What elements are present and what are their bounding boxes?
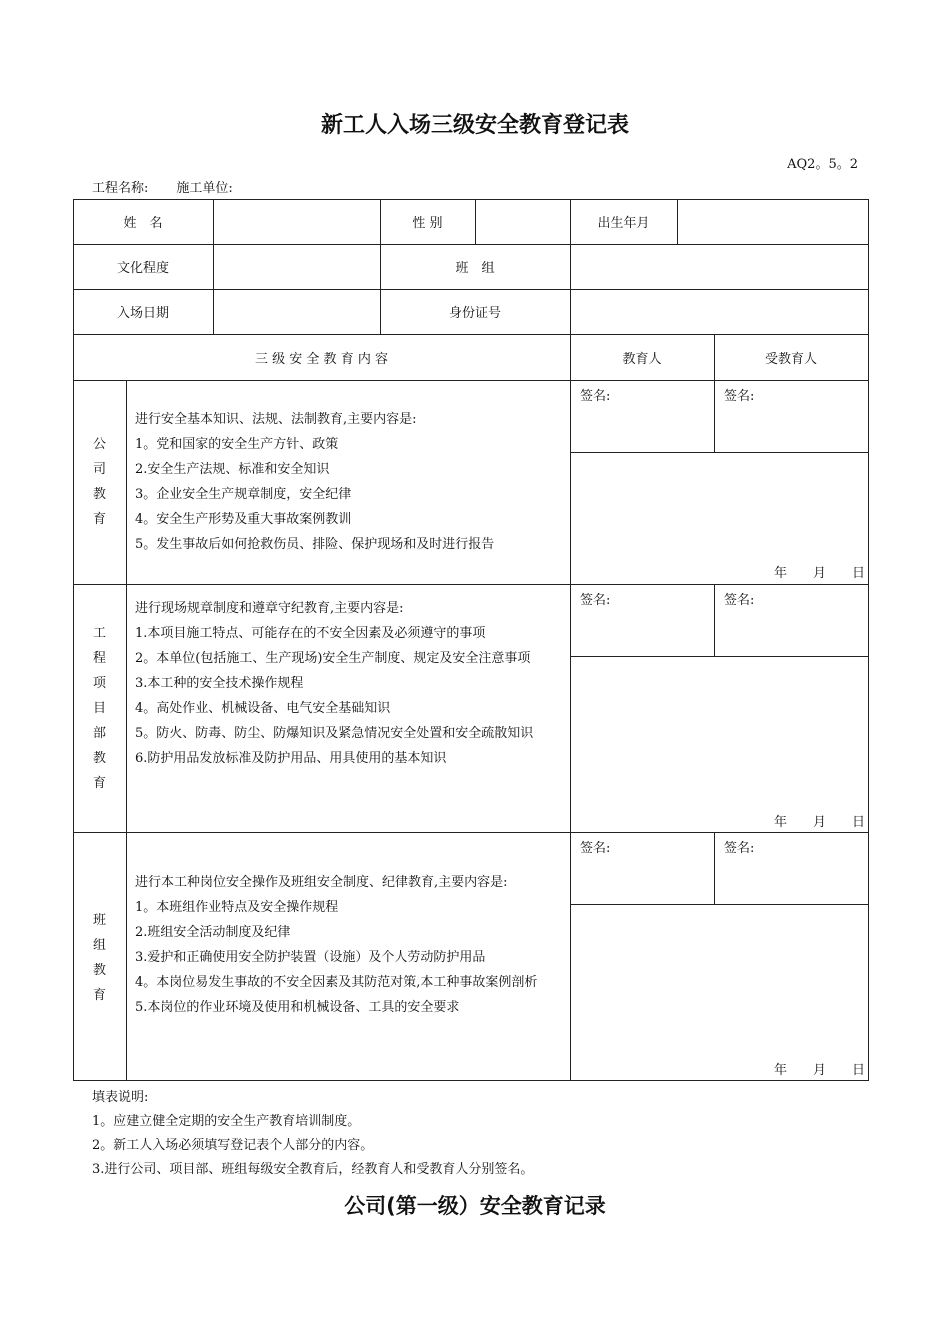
note-item: 1。应建立健全定期的安全生产教育培训制度。 [92,1114,361,1129]
educator-sign-label: 签名: [580,389,611,404]
notes-heading: 填表说明: [92,1090,149,1105]
content-line: 进行现场规章制度和遵章守纪教育,主要内容是: [135,601,404,616]
form-code: AQ2。5。2 [787,157,858,172]
trainee-sign-label: 签名: [724,389,755,404]
level-project-name: 工 程 项 目 部 教 育 [92,626,106,791]
content-line: 进行本工种岗位安全操作及班组安全制度、纪律教育,主要内容是: [135,875,508,890]
content-line: 进行安全基本知识、法规、法制教育,主要内容是: [135,412,417,427]
date-label: 年 月 日 [774,566,866,581]
content-line: 2.安全生产法规、标准和安全知识 [135,462,330,477]
note-item: 2。新工人入场必须填写登记表个人部分的内容。 [92,1138,374,1153]
date-label: 年 月 日 [774,815,866,830]
content-line: 5.本岗位的作业环境及使用和机械设备、工具的安全要求 [135,1000,460,1015]
gender-label: 性 别 [412,216,443,231]
unit-label: 施工单位: [176,181,233,196]
trainee-header: 受教育人 [764,351,817,367]
content-line: 1。本班组作业特点及安全操作规程 [135,900,339,915]
next-section-title: 公司(第一级）安全教育记录 [344,1194,606,1218]
date-label: 年 月 日 [774,1063,866,1078]
id-number-label: 身份证号 [448,306,501,321]
level-team-name: 班 组 教 育 [92,913,106,1003]
project-meta [92,177,261,196]
name-label: 姓 名 [123,216,163,231]
level-team-content [135,870,565,1020]
content-line: 6.防护用品发放标准及防护用品、用具使用的基本知识 [135,751,447,766]
team-label: 班 组 [455,261,495,276]
education-label: 文化程度 [116,261,169,276]
educator-sign-label: 签名: [580,593,611,608]
birth-label: 出生年月 [597,216,650,231]
content-line: 1。党和国家的安全生产方针、政策 [135,437,339,452]
content-line: 1.本项目施工特点、可能存在的不安全因素及必须遵守的事项 [135,626,486,641]
note-item: 3.进行公司、项目部、班组每级安全教育后，经教育人和受教育人分别签名。 [92,1162,534,1177]
level-company-name: 公 司 教 育 [92,437,106,527]
trainee-sign-label: 签名: [724,841,755,856]
level-company-content [135,407,565,557]
entry-date-label: 入场日期 [116,306,169,321]
page-title: 新工人入场三级安全教育登记表 [320,113,629,138]
form-notes [92,1086,533,1182]
content-line: 3.爱护和正确使用安全防护装置（设施）及个人劳动防护用品 [135,950,486,965]
trainee-sign-label: 签名: [724,593,755,608]
content-line: 4。本岗位易发生事故的不安全因素及其防范对策,本工种事故案例剖析 [135,975,538,990]
educator-header: 教育人 [622,351,662,367]
level-project-content [135,596,565,771]
content-line: 3.本工种的安全技术操作规程 [135,676,304,691]
content-header: 三 级 安 全 教 育 内 容 [255,351,388,367]
content-line: 3。企业安全生产规章制度，安全纪律 [135,487,352,502]
content-line: 4。安全生产形势及重大事故案例教训 [135,512,352,527]
content-line: 5。防火、防毒、防尘、防爆知识及紧急情况安全处置和安全疏散知识 [135,726,534,741]
content-line: 4。高处作业、机械设备、电气安全基础知识 [135,701,391,716]
content-line: 2.班组安全活动制度及纪律 [135,925,291,940]
content-line: 5。发生事故后如何抢救伤员、排险、保护现场和及时进行报告 [135,537,495,552]
educator-sign-label: 签名: [580,841,611,856]
content-line: 2。本单位(包括施工、生产现场)安全生产制度、规定及安全注意事项 [135,651,531,666]
project-name-label: 工程名称: [92,181,149,196]
